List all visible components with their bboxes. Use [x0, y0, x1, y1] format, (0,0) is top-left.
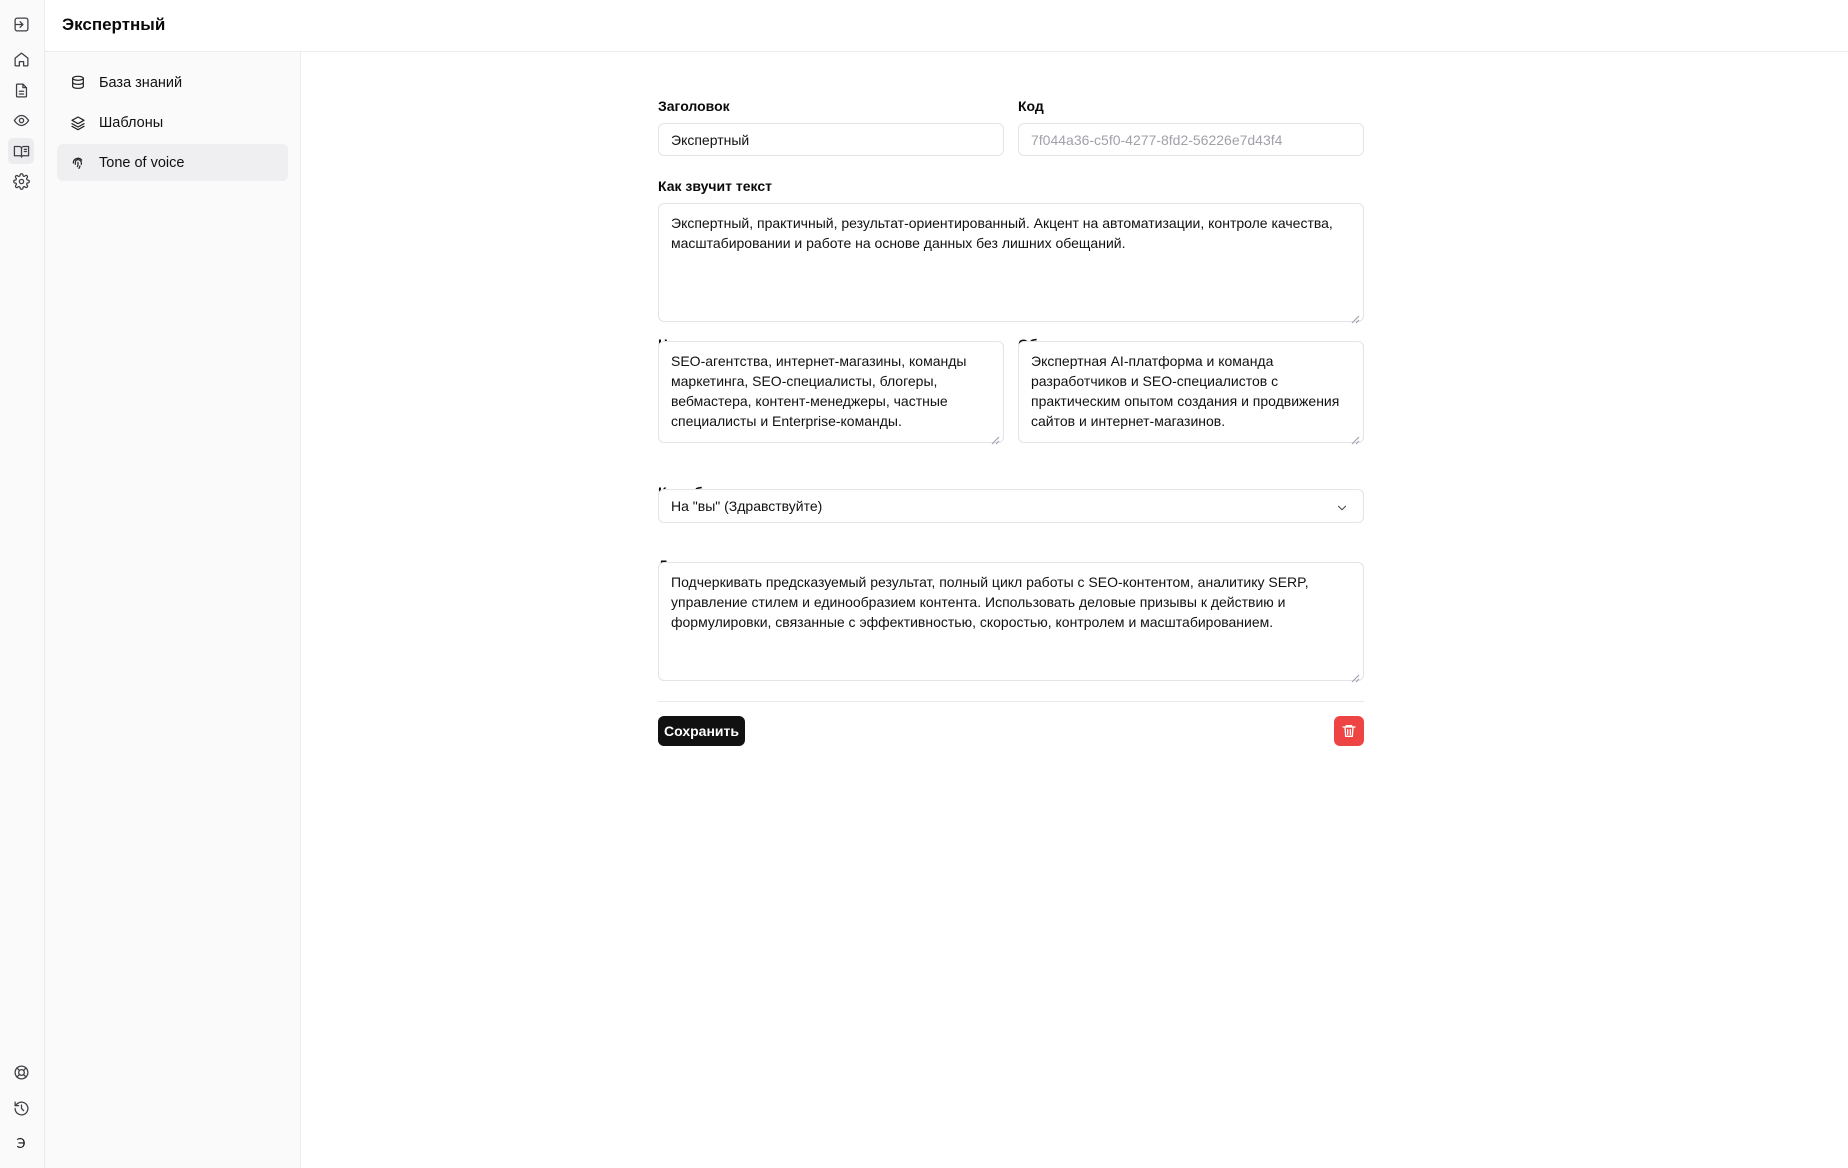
fingerprint-icon	[69, 154, 87, 172]
top-header	[45, 0, 1848, 52]
address-select[interactable]	[658, 489, 1364, 523]
extra-text: Подчеркивать предсказуемый результат, полный цикл работы с SEO-контентом, аналитику SERP, управление стилем и единообразием контента. Использовать деловые призывы к действию и формулировки, связанные с эффективностью, скоростью, контролем и масштабированием.	[671, 574, 1309, 630]
book-open-icon[interactable]	[8, 138, 34, 164]
chevron-down-icon	[1335, 501, 1349, 515]
sidebar-item-label: Шаблоны	[99, 114, 164, 131]
author-text: Экспертная AI-платформа и команда разработчиков и SEO-специалистов с практическим опытом создания и продвижения сайтов и интернет-магазинов.	[1031, 353, 1340, 429]
sidebar-item-label: Tone of voice	[99, 154, 185, 171]
title-input[interactable]: Экспертный	[658, 123, 1004, 156]
address-selected-value: На "вы" (Здравствуйте)	[671, 498, 823, 514]
trash-icon	[1341, 723, 1357, 739]
secondary-sidebar	[45, 52, 301, 1168]
code-field: 7f044a36-c5f0-4277-8fd2-56226e7d43f4	[1018, 123, 1364, 156]
audience-textarea[interactable]	[658, 341, 1004, 443]
resize-handle-icon[interactable]	[1351, 430, 1360, 439]
sidebar-item-tone-of-voice[interactable]	[57, 144, 288, 181]
divider	[658, 701, 1364, 702]
sidebar-item-knowledge-base[interactable]	[57, 64, 288, 101]
document-icon[interactable]	[11, 80, 31, 100]
resize-handle-icon[interactable]	[1351, 309, 1360, 318]
lifebuoy-icon[interactable]	[11, 1062, 31, 1082]
eye-icon[interactable]	[11, 110, 31, 130]
audience-text: SEO-агентства, интернет-магазины, команды маркетинга, SEO-специалисты, блогеры, вебмастера, контент-менеджеры, частные специалисты и Enterprise-команды.	[671, 353, 967, 429]
sidebar-toggle-icon[interactable]	[11, 14, 31, 34]
database-icon	[69, 74, 87, 92]
sidebar-item-label: База знаний	[99, 74, 183, 91]
save-button[interactable]: Сохранить	[658, 716, 745, 746]
home-icon[interactable]	[11, 49, 31, 69]
extra-textarea[interactable]	[658, 562, 1364, 681]
sidebar-item-templates[interactable]	[57, 104, 288, 141]
layers-icon	[69, 114, 87, 132]
main-content	[301, 52, 1848, 1168]
sound-label: Как звучит текст	[658, 178, 772, 194]
gear-icon[interactable]	[11, 171, 31, 191]
icon-rail	[0, 0, 45, 1168]
sound-text: Экспертный, практичный, результат-ориентированный. Акцент на автоматизации, контроле качества, масштабировании и работе на основе данных без лишних обещаний.	[671, 215, 1333, 251]
author-textarea[interactable]	[1018, 341, 1364, 443]
resize-handle-icon[interactable]	[1351, 668, 1360, 677]
history-icon[interactable]	[11, 1098, 31, 1118]
sound-textarea[interactable]	[658, 203, 1364, 322]
code-label: Код	[1018, 98, 1044, 114]
page-title: Экспертный	[62, 15, 166, 34]
avatar[interactable]: Э	[16, 1136, 26, 1152]
delete-button[interactable]	[1334, 716, 1364, 746]
title-label: Заголовок	[658, 98, 730, 114]
resize-handle-icon[interactable]	[991, 430, 1000, 439]
